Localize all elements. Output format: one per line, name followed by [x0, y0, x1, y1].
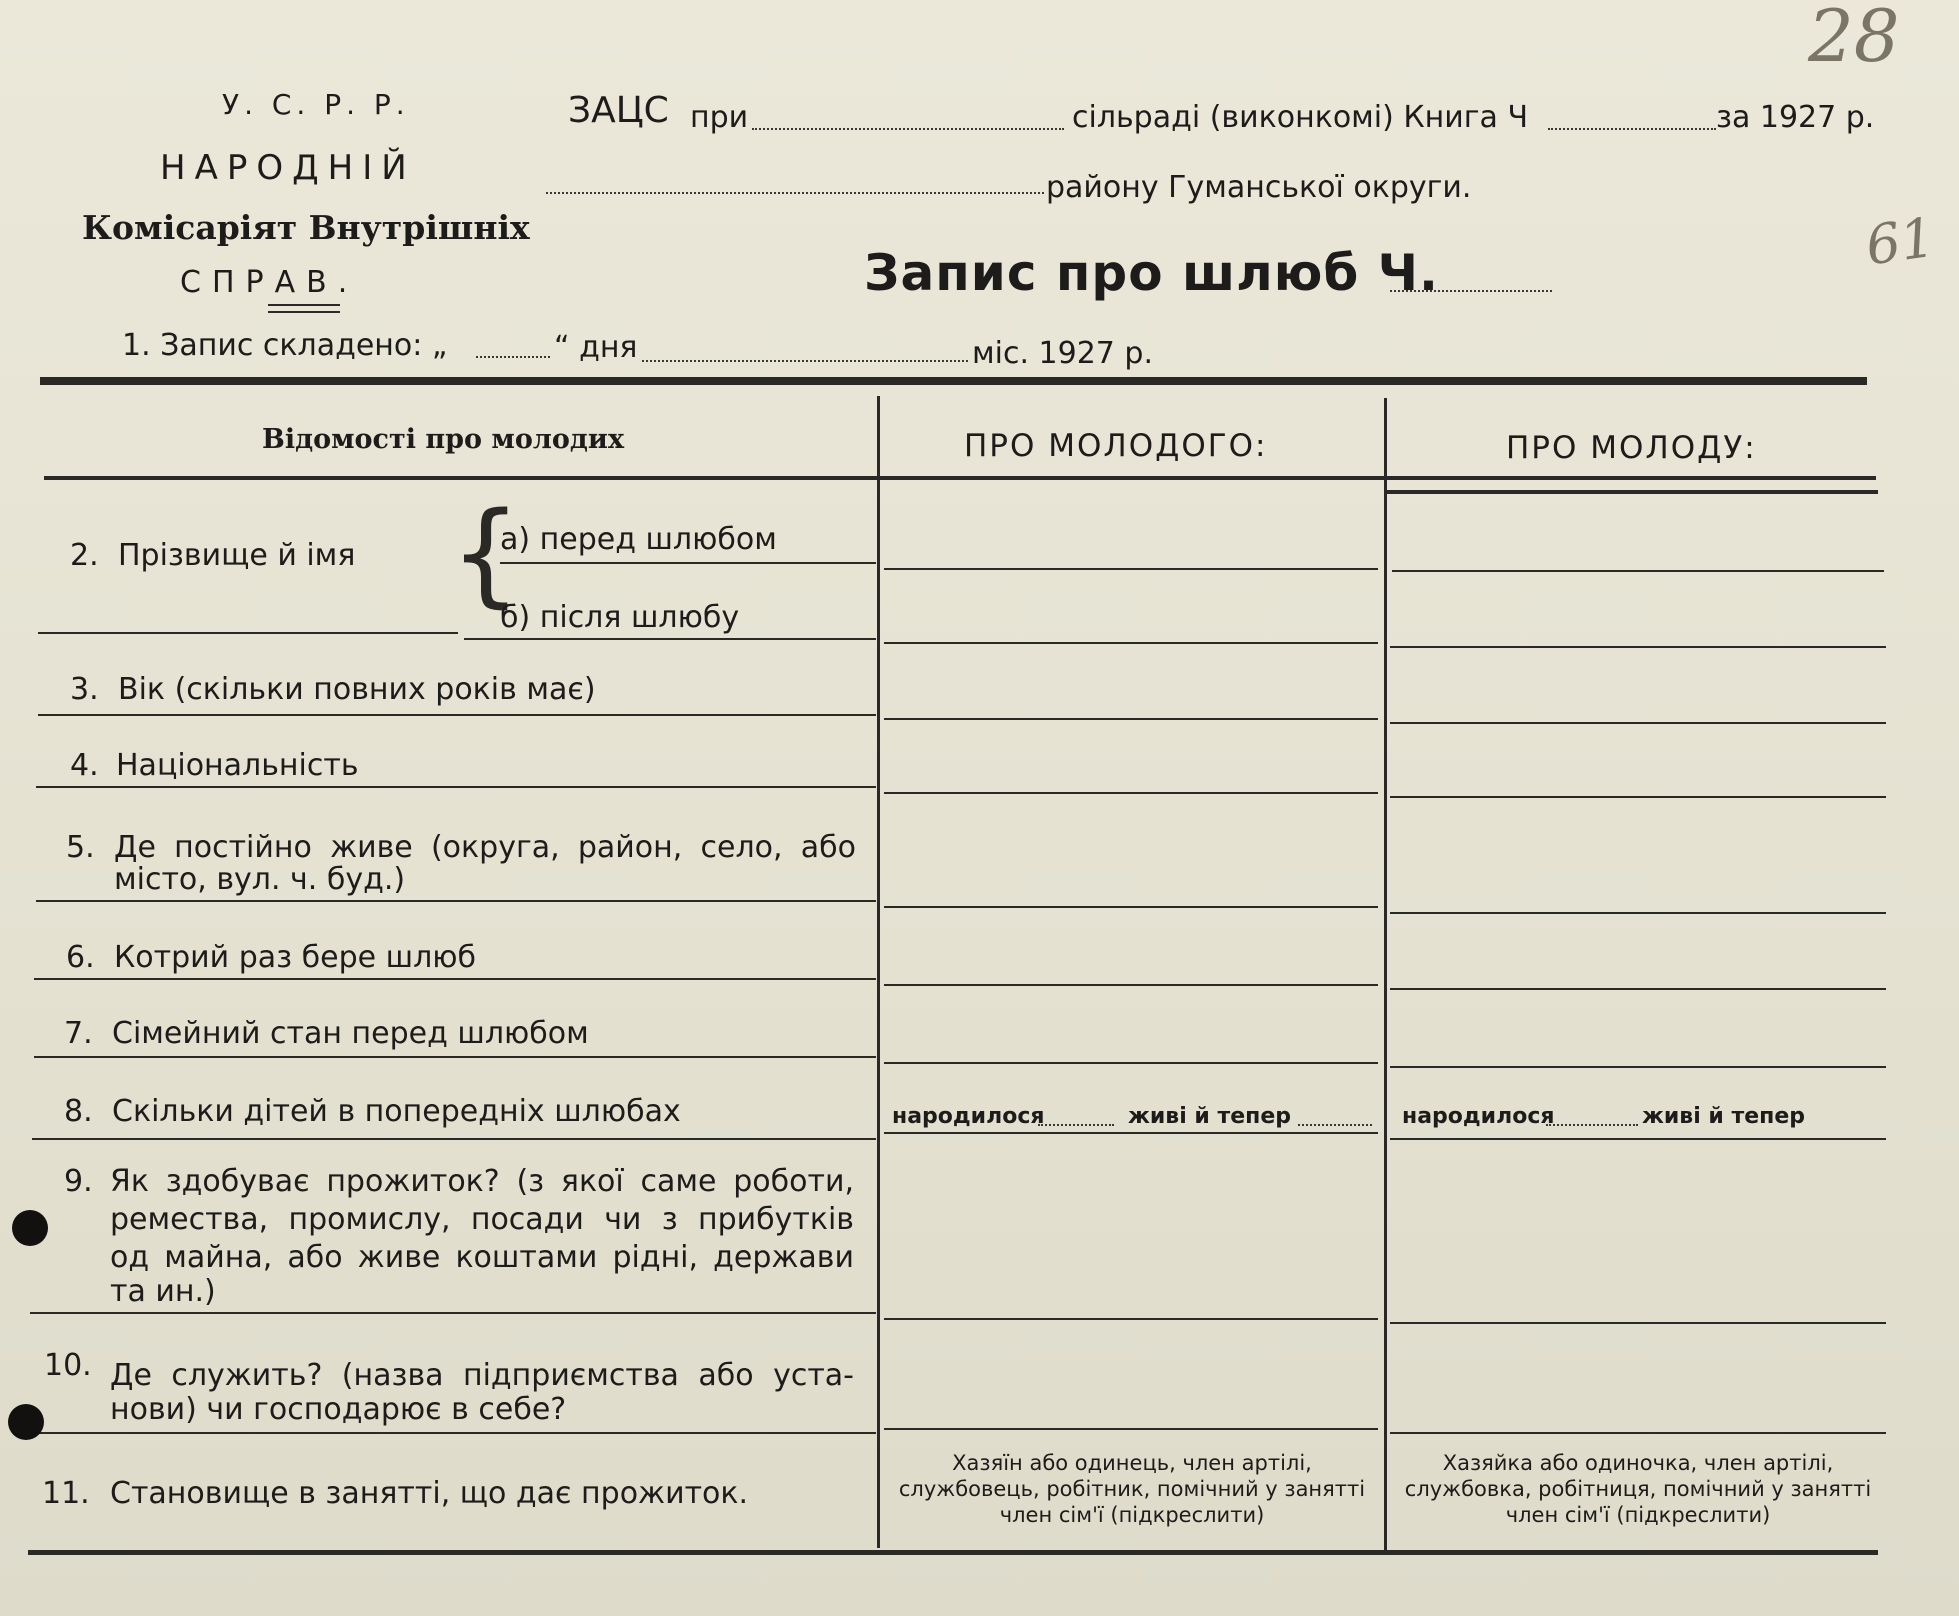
groom-livelihood-field[interactable]: [884, 1318, 1378, 1320]
row-8-rule-groom: [884, 1132, 1378, 1134]
row-11-label: Становище в занятті, що дає прожиток.: [110, 1476, 749, 1511]
row-6-number: 6.: [66, 940, 95, 975]
header-rule-bride: [1386, 490, 1878, 494]
groom-surname-after-field[interactable]: [884, 642, 1378, 644]
row-3-label: Вік (скільки повних років має): [118, 672, 596, 707]
bride-workplace-field[interactable]: [1390, 1432, 1886, 1434]
groom-marital-status-field[interactable]: [884, 1062, 1378, 1064]
groom-surname-before-field[interactable]: [884, 568, 1378, 570]
bride-livelihood-field[interactable]: [1390, 1322, 1886, 1324]
groom-residence-field[interactable]: [884, 906, 1378, 908]
bride-nationality-field[interactable]: [1390, 796, 1886, 798]
row-5-label-line2: місто, вул. ч. буд.): [114, 862, 406, 897]
groom-workplace-field[interactable]: [884, 1428, 1378, 1430]
row-2b-label: б) після шлюбу: [500, 600, 740, 635]
page-number-handwritten: 28: [1808, 0, 1900, 78]
row-2-label: Прізвище й імя: [118, 538, 356, 573]
marriage-record-title: Запис про шлюб Ч.: [864, 244, 1440, 302]
row-10-label-line2: нови) чи господарює в себе?: [110, 1392, 567, 1427]
record-made-month-year: міс. 1927 р.: [972, 336, 1153, 371]
punch-hole-lower: [8, 1404, 44, 1440]
row-9-label-line2: ремества, промислу, посади чи з прибутків: [110, 1202, 854, 1237]
bride-occupation-status-options[interactable]: Хазяйка або одиночка, член артілі, службовка, робітниця, помічний у занятті член сім'ї (підкреслити): [1404, 1451, 1872, 1527]
record-day-field[interactable]: [476, 356, 550, 358]
brace: {: [450, 489, 522, 619]
row-2-number: 2.: [70, 538, 99, 573]
info-column-header: Відомості про молодих: [262, 424, 625, 455]
row-9-number: 9.: [64, 1164, 93, 1199]
row-11-number: 11.: [42, 1476, 90, 1511]
row-9-label-line1: Як здобуває прожиток? (з якої саме роботи,: [110, 1164, 854, 1199]
row-4-number: 4.: [70, 748, 99, 783]
bottom-thick-rule: [28, 1550, 1878, 1555]
record-number-field[interactable]: [1390, 290, 1552, 292]
record-month-field[interactable]: [642, 360, 968, 362]
year-label: за 1927 р.: [1716, 100, 1875, 135]
book-number-field[interactable]: [1548, 128, 1716, 130]
record-made-label: 1. Запис складено: „: [122, 328, 448, 363]
groom-children-alive-label: живі й тепер: [1128, 1104, 1292, 1129]
bride-children-born-label: народилося: [1402, 1104, 1555, 1129]
groom-occupation-status-options[interactable]: Хазяїн або одинець, член артілі, службовець, робітник, помічний у занятті член сім'ї (підкреслити): [898, 1451, 1366, 1527]
row-9-rule: [30, 1312, 876, 1314]
groom-children-alive-field[interactable]: [1298, 1124, 1372, 1126]
row-8-number: 8.: [64, 1094, 93, 1129]
col-divider-2: [1384, 398, 1387, 1550]
row-2-rule-left: [38, 632, 458, 634]
pry-label: при: [690, 100, 749, 135]
silrada-label: сільраді (виконкомі) Книга Ч: [1072, 100, 1529, 135]
bride-surname-after-field[interactable]: [1390, 646, 1886, 648]
sprav-underline-1: [268, 304, 340, 306]
row-4-label: Національність: [116, 748, 359, 783]
sprav-underline-2: [268, 311, 340, 313]
punch-hole-upper: [12, 1210, 48, 1246]
groom-children-born-field[interactable]: [1038, 1124, 1114, 1126]
bride-children-born-field[interactable]: [1546, 1124, 1638, 1126]
groom-age-field[interactable]: [884, 718, 1378, 720]
row-10-rule: [30, 1432, 876, 1434]
side-number-handwritten: 61: [1861, 205, 1939, 278]
col-divider-1: [877, 396, 880, 1548]
zats-label: ЗАЦС: [568, 90, 669, 131]
komisariat-heading: Комісаріят Внутрішніх: [82, 208, 530, 247]
row-10-label-line1: Де служить? (назва підприємства або уста-: [110, 1358, 854, 1393]
row-2-rule-right: [464, 638, 876, 640]
row-5-rule: [36, 900, 876, 902]
row-5-label-line1: Де постійно живе (округа, район, село, або: [114, 830, 856, 865]
rayon-label: району Гуманської округи.: [1046, 170, 1472, 205]
row-3-rule: [38, 714, 876, 716]
bride-residence-field[interactable]: [1390, 912, 1886, 914]
rayon-name-field[interactable]: [546, 192, 1044, 194]
row-3-number: 3.: [70, 672, 99, 707]
row-7-rule: [34, 1056, 876, 1058]
silrada-name-field[interactable]: [752, 128, 1064, 130]
row-6-label: Котрий раз бере шлюб: [114, 940, 476, 975]
row-10-number: 10.: [44, 1348, 92, 1383]
row-2a-label: а) перед шлюбом: [500, 522, 777, 557]
sprav-heading: СПРАВ.: [180, 265, 359, 300]
record-made-day-word: “ дня: [554, 330, 638, 365]
groom-children-born-label: народилося: [892, 1104, 1045, 1129]
row-8-rule-bride: [1390, 1138, 1886, 1140]
groom-column-header: ПРО МОЛОДОГО:: [964, 428, 1268, 464]
row-4-rule: [36, 786, 876, 788]
row-8-rule: [32, 1138, 876, 1140]
row-7-label: Сімейний стан перед шлюбом: [112, 1016, 589, 1051]
groom-marriage-count-field[interactable]: [884, 984, 1378, 986]
row-6-rule: [34, 978, 876, 980]
top-thick-rule: [40, 377, 1867, 385]
bride-column-header: ПРО МОЛОДУ:: [1506, 430, 1757, 466]
row-9-label-line4: та ин.): [110, 1274, 216, 1309]
bride-marriage-count-field[interactable]: [1390, 988, 1886, 990]
row-2a-rule: [500, 562, 876, 564]
bride-surname-before-field[interactable]: [1392, 570, 1884, 572]
row-8-label: Скільки дітей в попередніх шлюбах: [112, 1094, 681, 1129]
bride-marital-status-field[interactable]: [1390, 1066, 1886, 1068]
bride-children-alive-label: живі й тепер: [1642, 1104, 1806, 1129]
bride-age-field[interactable]: [1390, 722, 1886, 724]
groom-nationality-field[interactable]: [884, 792, 1378, 794]
row-5-number: 5.: [66, 830, 95, 865]
row-7-number: 7.: [64, 1016, 93, 1051]
row-9-label-line3: од майна, або живе коштами рідні, держави: [110, 1240, 854, 1275]
usrr-heading: У. С. Р. Р.: [222, 88, 410, 121]
header-rule: [44, 476, 1876, 480]
narodniy-heading: НАРОДНІЙ: [160, 148, 416, 188]
